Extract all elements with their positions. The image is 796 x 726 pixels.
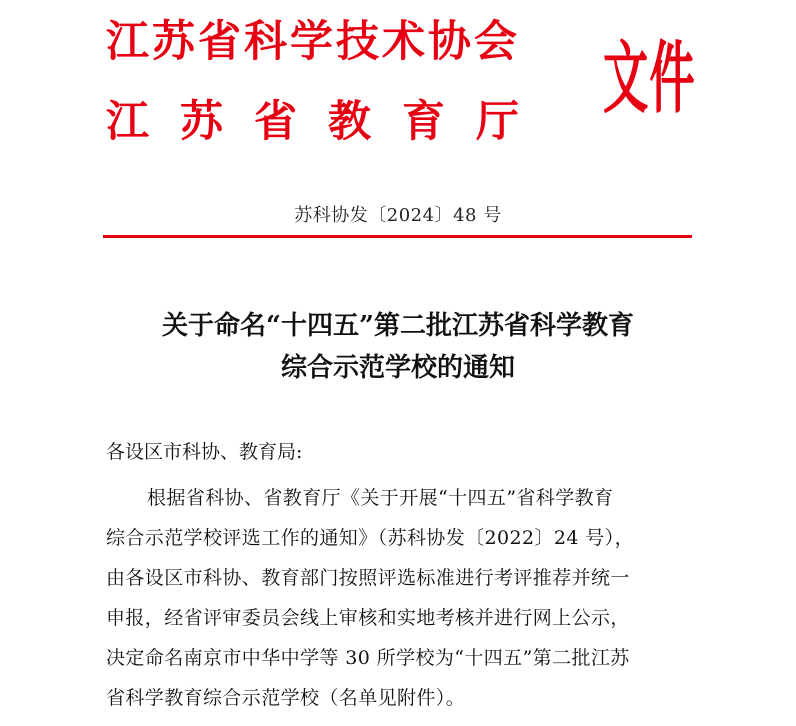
issuer-name-line-1: 江苏省科学技术协会 (106, 17, 520, 67)
red-separator-rule (103, 235, 692, 238)
body-line: 省科学教育综合示范学校（名单见附件）。 (106, 687, 466, 709)
document-number: 苏科协发〔2024〕48 号 (294, 205, 502, 226)
body-line: 由各设区市科协、教育部门按照评选标准进行考评推荐并统一 (106, 567, 630, 589)
body-line: 根据省科协、省教育厅《关于开展“十四五”省科学教育 (147, 487, 614, 509)
body-line: 申报，经省评审委员会线上审核和实地考核并进行网上公示， (106, 607, 630, 629)
salutation: 各设区市科协、教育局: (106, 441, 303, 463)
body-paragraph (106, 478, 706, 718)
document-title-line-1: 关于命名“十四五”第二批江苏省科学教育 (162, 311, 634, 341)
document-title-line-2: 综合示范学校的通知 (280, 353, 515, 383)
body-line: 决定命名南京市中华中学等 30 所学校为“十四五”第二批江苏 (106, 647, 630, 669)
issuer-name-line-2: 江苏省教育厅 (106, 97, 550, 147)
document-title (0, 305, 796, 389)
body-line: 综合示范学校评选工作的通知》（苏科协发〔2022〕24 号）， (106, 527, 634, 549)
document-type-label: 文件 (603, 33, 696, 124)
